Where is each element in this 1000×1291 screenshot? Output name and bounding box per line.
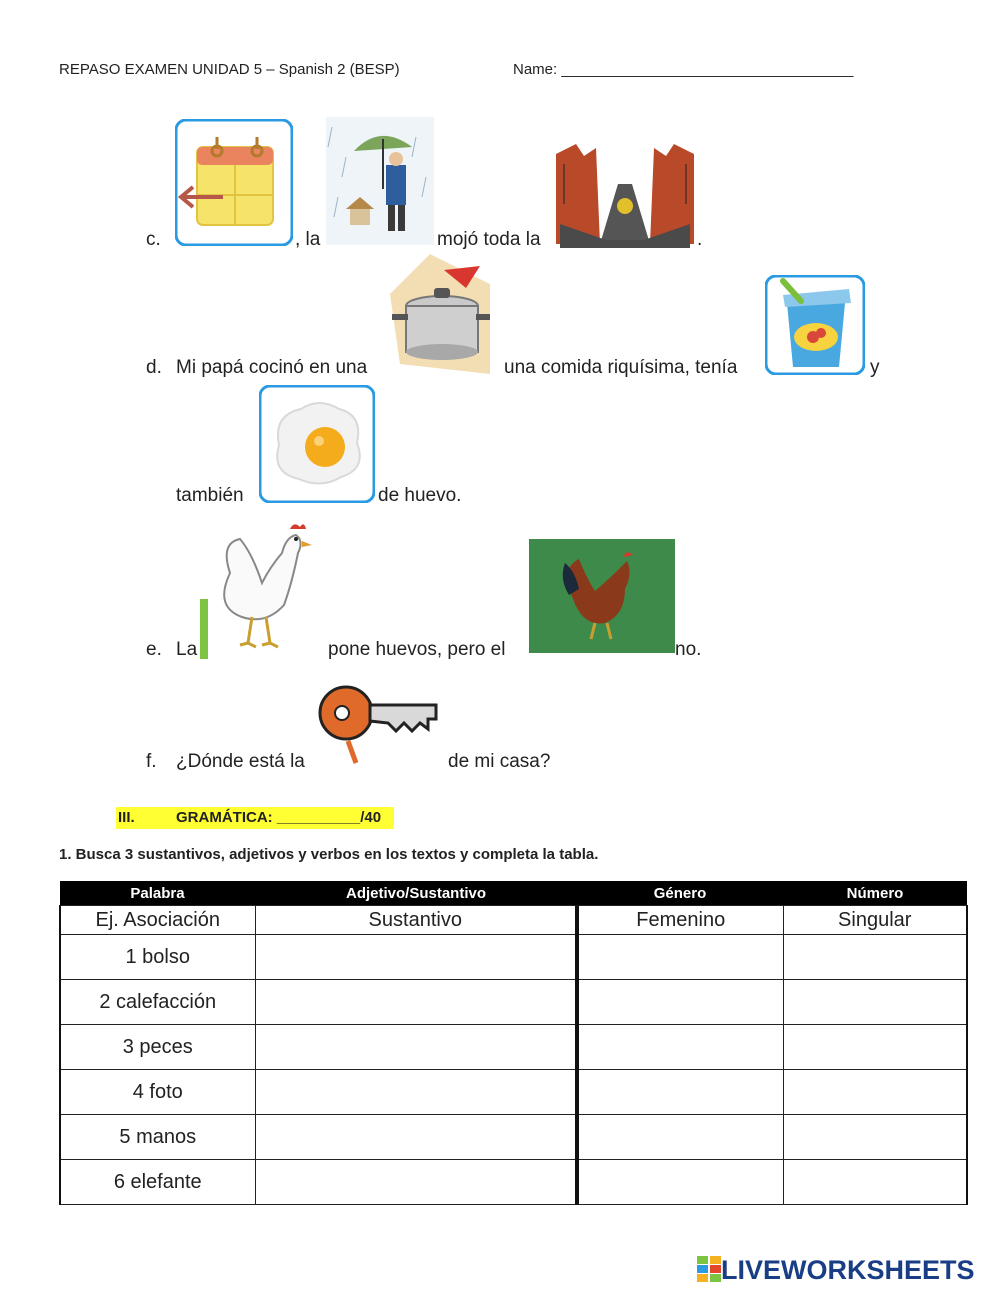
street-icon[interactable] [556, 144, 694, 248]
liveworksheets-logo[interactable] [697, 1255, 975, 1287]
answer-cell-genero[interactable] [577, 1025, 783, 1070]
question-d-text-1: Mi papá cocinó en una [176, 357, 368, 378]
section-heading [116, 807, 394, 829]
answer-cell-tipo[interactable] [255, 980, 577, 1025]
answer-cell-numero[interactable] [783, 980, 967, 1025]
header-genero: Género [577, 881, 783, 906]
answer-cell-genero[interactable] [577, 1160, 783, 1205]
header-adjetivo-sustantivo: Adjetivo/Sustantivo [255, 881, 577, 906]
table-row [60, 1160, 967, 1205]
question-f-text-2: de mi casa? [448, 751, 551, 772]
rain-icon[interactable] [326, 117, 434, 245]
answer-cell-numero[interactable] [783, 1070, 967, 1115]
question-c-text-1: , la [295, 229, 321, 250]
fried-egg-icon[interactable] [259, 385, 375, 503]
worksheet-title: REPASO EXAMEN UNIDAD 5 – Spanish 2 (BESP) [59, 61, 400, 78]
question-e-text-2: pone huevos, pero el [328, 639, 506, 660]
section-number: III. [118, 809, 135, 826]
answer-cell-genero[interactable] [577, 935, 783, 980]
example-genero: Femenino [577, 906, 783, 935]
answer-cell-tipo[interactable] [255, 1070, 577, 1115]
pot-icon[interactable] [390, 254, 490, 374]
row-word: 2 calefacción [60, 980, 255, 1025]
table-row [60, 980, 967, 1025]
question-d-text-2: una comida riquísima, tenía [504, 357, 738, 378]
header-palabra: Palabra [60, 881, 255, 906]
table-header-row [60, 881, 967, 906]
row-word: 3 peces [60, 1025, 255, 1070]
question-d-text-4: también [176, 485, 244, 506]
example-row [60, 906, 967, 935]
section-title: GRAMÁTICA: __________/40 [176, 809, 382, 826]
calendar-back-icon[interactable] [175, 119, 293, 246]
answer-cell-tipo[interactable] [255, 1160, 577, 1205]
question-c-text-3: . [697, 229, 703, 250]
table-row [60, 1115, 967, 1160]
logo-blocks-icon [697, 1256, 721, 1282]
instruction-text: 1. Busca 3 sustantivos, adjetivos y verbos en los textos y completa la tabla. [59, 846, 599, 863]
hen-icon[interactable] [200, 513, 326, 659]
answer-cell-genero[interactable] [577, 980, 783, 1025]
answer-cell-tipo[interactable] [255, 1115, 577, 1160]
question-c-letter: c. [146, 229, 161, 250]
table-row [60, 1070, 967, 1115]
answer-cell-genero[interactable] [577, 1070, 783, 1115]
answer-cell-genero[interactable] [577, 1115, 783, 1160]
name-field-label: Name: ___________________________________ [513, 61, 854, 78]
question-e-text-3: no. [675, 639, 702, 660]
header-numero: Número [783, 881, 967, 906]
example-palabra: Ej. Asociación [60, 906, 255, 935]
question-c-text-2: mojó toda la [437, 229, 541, 250]
question-d-letter: d. [146, 357, 162, 378]
table-row [60, 1025, 967, 1070]
question-d-text-3: y [870, 357, 880, 378]
logo-text: LIVEWORKSHEETS [721, 1255, 975, 1285]
row-word: 4 foto [60, 1070, 255, 1115]
example-numero: Singular [783, 906, 967, 935]
answer-cell-tipo[interactable] [255, 1025, 577, 1070]
row-word: 5 manos [60, 1115, 255, 1160]
answer-cell-tipo[interactable] [255, 935, 577, 980]
row-word: 1 bolso [60, 935, 255, 980]
question-e-text-1: La [176, 639, 198, 660]
question-d-text-5: de huevo. [378, 485, 462, 506]
rooster-icon[interactable] [529, 539, 675, 653]
answer-cell-numero[interactable] [783, 935, 967, 980]
question-f-text-1: ¿Dónde está la [176, 751, 305, 772]
question-f-letter: f. [146, 751, 157, 772]
key-icon[interactable] [316, 669, 440, 771]
example-tipo: Sustantivo [255, 906, 577, 935]
question-e-letter: e. [146, 639, 162, 660]
row-word: 6 elefante [60, 1160, 255, 1205]
grammar-table [59, 881, 968, 1205]
yogurt-icon[interactable] [765, 275, 865, 375]
table-row [60, 935, 967, 980]
answer-cell-numero[interactable] [783, 1115, 967, 1160]
answer-cell-numero[interactable] [783, 1025, 967, 1070]
answer-cell-numero[interactable] [783, 1160, 967, 1205]
